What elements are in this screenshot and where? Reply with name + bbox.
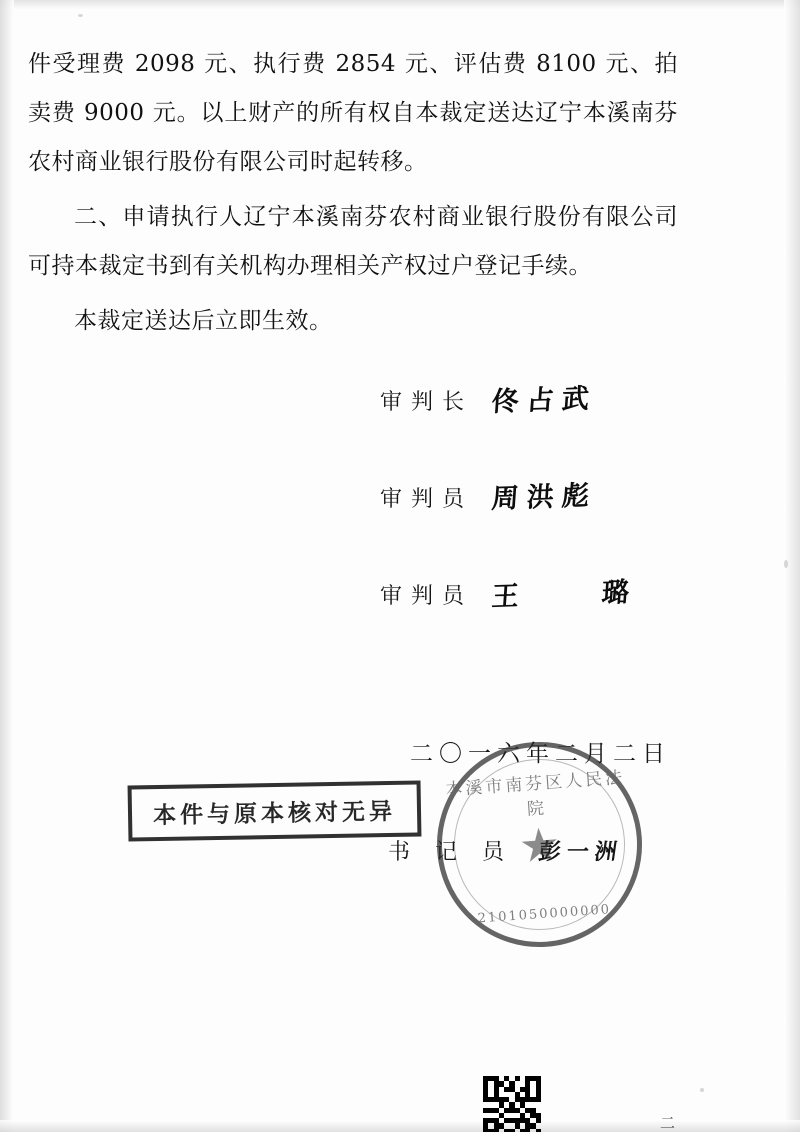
paragraph-continuation: 件受理费 2098 元、执行费 2854 元、评估费 8100 元、拍卖费 9000 元。以上财产的所有权自本裁定送达辽宁本溪南芬农村商业银行股份有限公司时起转移。	[28, 51, 678, 175]
qr-code-grid	[483, 1076, 541, 1132]
signature-row-presiding-judge	[380, 378, 710, 475]
signature-block	[380, 378, 710, 669]
seal-text-bottom: 2101050000000	[477, 902, 612, 927]
clerk-role-label: 书 记 员	[388, 840, 513, 865]
paragraph-item-two: 二、申请执行人辽宁本溪南芬农村商业银行股份有限公司可持本裁定书到有关机构办理相关产权过户登记手续。	[28, 204, 678, 279]
qr-code	[483, 1076, 541, 1132]
signature-role-label: 审判员	[380, 487, 474, 512]
scan-edge-bottom	[0, 1120, 800, 1132]
star-icon: ★	[517, 816, 562, 873]
clerk-signature-name: 彭一洲	[536, 839, 625, 865]
scan-edge-left	[0, 0, 14, 1132]
scan-edge-top	[0, 0, 800, 10]
verification-stamp	[128, 780, 422, 841]
signature-row-judge-1	[380, 475, 710, 572]
seal-text-top: 本溪市南芬区人民法院	[444, 767, 626, 820]
verification-stamp-text: 本件与原本核对无异	[152, 797, 397, 829]
signature-name: 佟占武	[490, 383, 599, 418]
signature-role-label: 审判长	[380, 390, 474, 415]
document-body	[28, 40, 678, 352]
paragraph-effective-notice: 本裁定送达后立即生效。	[74, 308, 333, 334]
signature-role-label: 审判员	[380, 584, 474, 609]
scan-speck	[700, 1088, 704, 1092]
signature-row-judge-2	[380, 572, 710, 669]
signature-name: 王 璐	[490, 576, 659, 613]
scan-speck	[78, 14, 83, 17]
scan-speck	[784, 560, 788, 568]
document-date: 二〇一六年二月二日	[410, 741, 671, 767]
signature-name: 周洪彪	[490, 480, 599, 515]
page-number: 二	[660, 1114, 678, 1132]
